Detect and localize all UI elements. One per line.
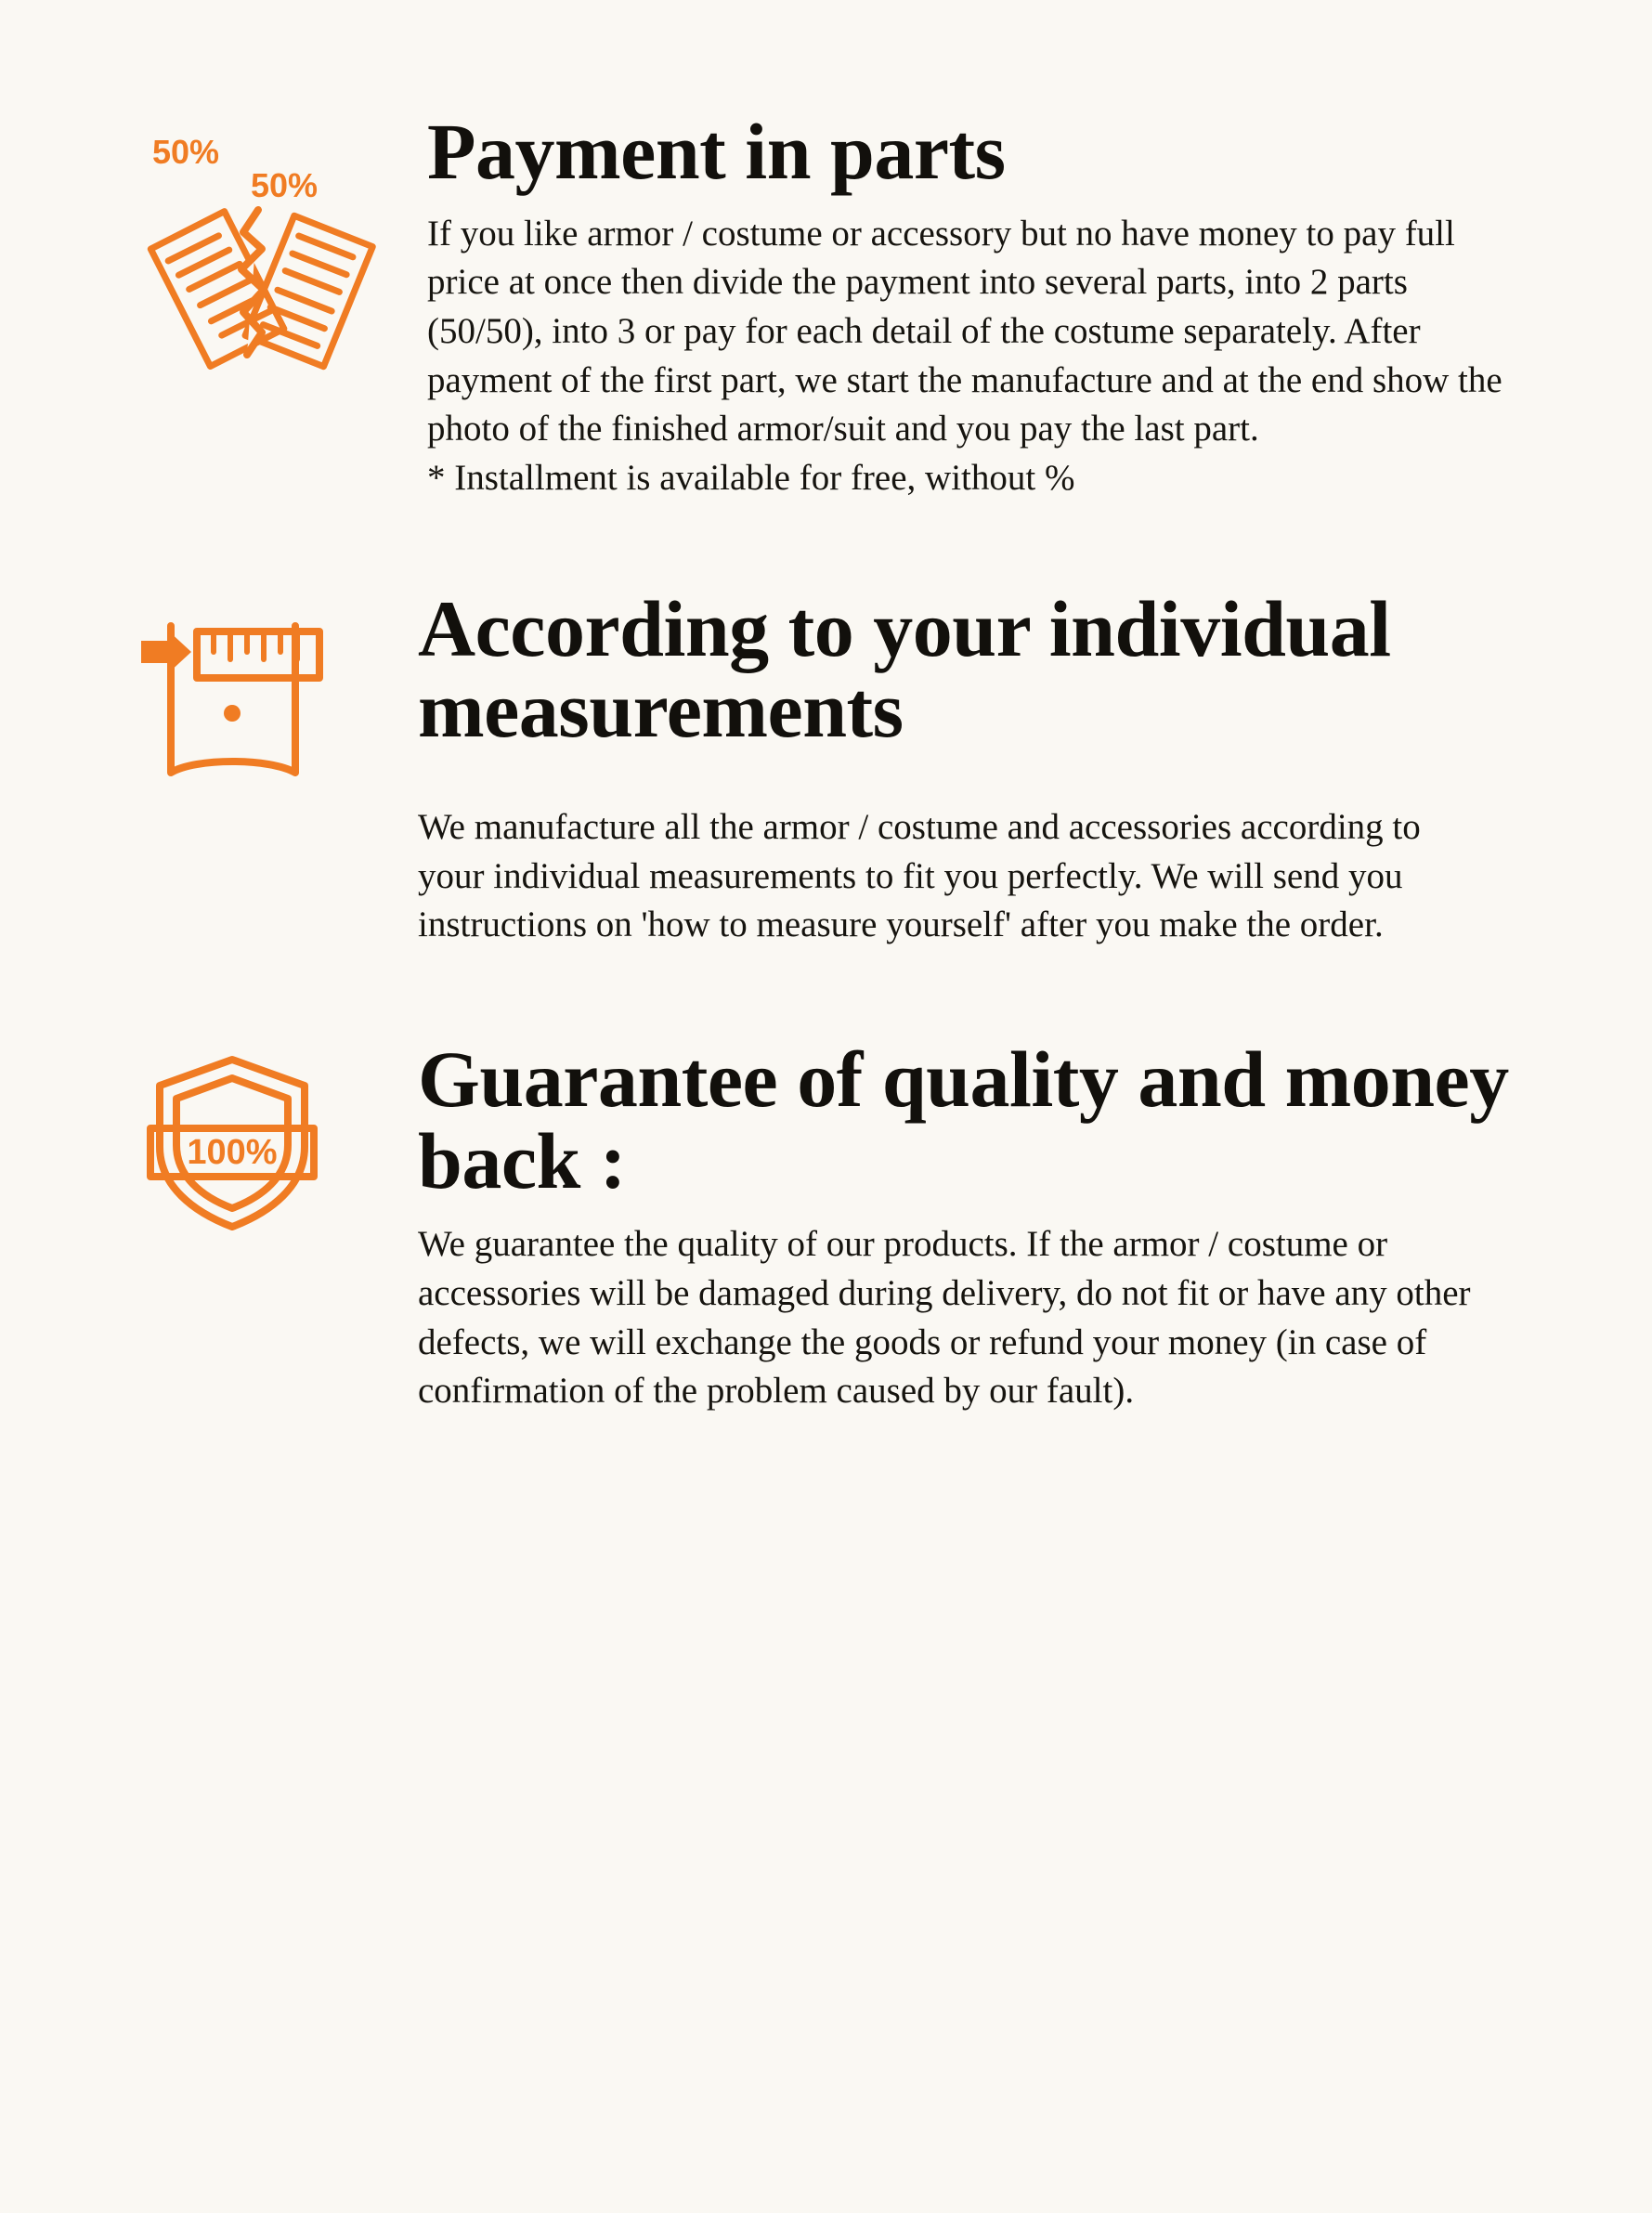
icon-label-100-percent: 100% xyxy=(187,1132,278,1172)
torn-banknote-50-50-icon xyxy=(139,121,390,399)
icon-label-50-right: 50% xyxy=(251,166,319,204)
section-heading-payment: Payment in parts xyxy=(427,107,1006,196)
section-note-payment: * Installment is available for free, without % xyxy=(427,457,1075,498)
section-body-measurements: We manufacture all the armor / costume and accessories according to your individual measurements to fit you perfectly. We will send you instructions on 'how to measure yourself' after you make the order. xyxy=(418,807,1421,945)
section-guarantee xyxy=(139,1034,1550,1416)
section-heading-measurements: According to your individual measurements xyxy=(418,583,1391,755)
tape-measure-torso-icon xyxy=(139,609,353,795)
icon-label-50-left: 50% xyxy=(152,133,220,171)
icon-container-guarantee xyxy=(139,1039,409,1236)
section-measurements xyxy=(139,583,1550,950)
text-container-payment xyxy=(418,107,1550,503)
text-container-guarantee xyxy=(409,1034,1550,1416)
section-payment-in-parts xyxy=(139,107,1550,503)
section-body-guarantee: We guarantee the quality of our products. If the armor / costume or accessories will be damaged during delivery, do not fit or have any other defects, we will exchange the goods or refund your money (in case of confirmation of the problem caused by our fault). xyxy=(418,1224,1471,1412)
section-heading-guarantee: Guarantee of quality and money back : xyxy=(418,1034,1509,1205)
icon-container-measurements xyxy=(139,589,409,795)
icon-container-payment xyxy=(139,111,418,399)
shield-100-percent-icon xyxy=(139,1050,344,1236)
arrow-right-icon xyxy=(141,630,191,674)
section-body-payment: If you like armor / costume or accessory but no have money to pay full price at once then divide the payment into several parts, into 2 parts (50/50), into 3 or pay for each detail of the costume separately. After payment of the first part, we start the manufacture and at the end show the photo of the finished armor/suit and you pay the last part. xyxy=(427,213,1502,449)
text-container-measurements xyxy=(409,583,1550,950)
